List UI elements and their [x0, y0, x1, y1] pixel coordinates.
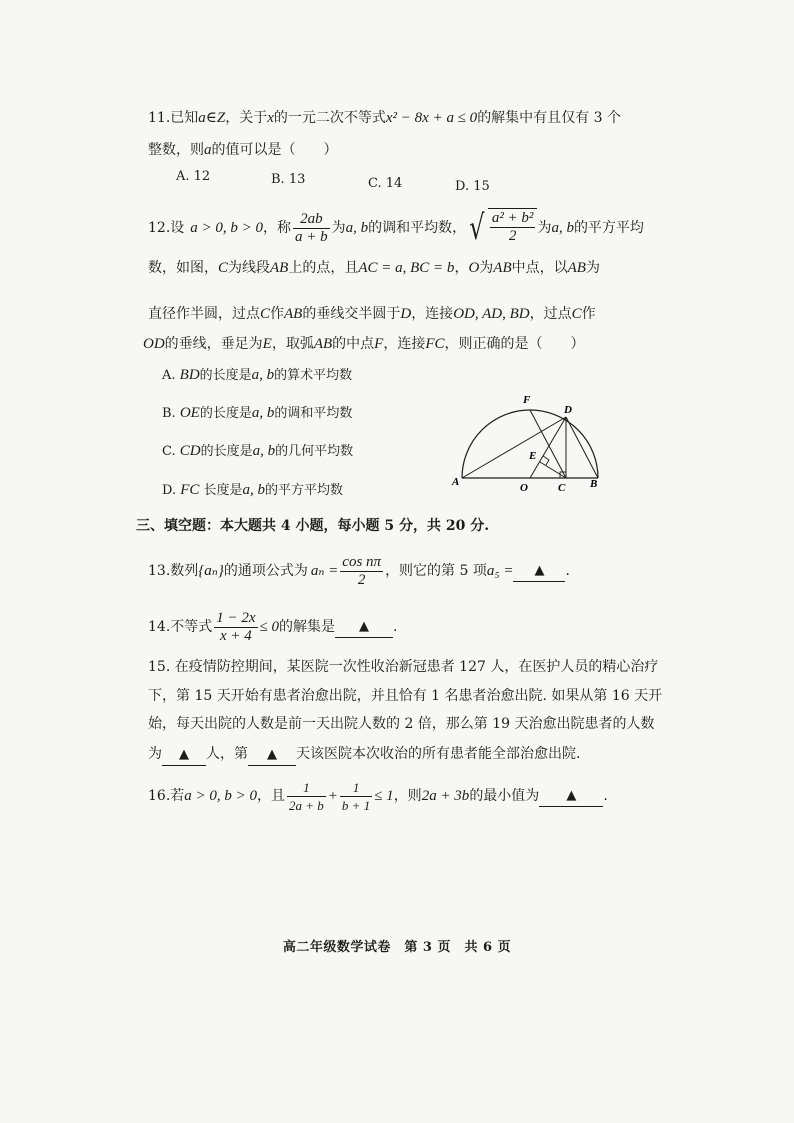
question-15-line2: 下，第 15 天开始有患者治愈出院，并且恰有 1 名患者治愈出院. 如果从第 16 天开: [148, 688, 663, 704]
fraction-denominator: x + 4: [220, 627, 252, 644]
question-11-line1: [148, 108, 621, 128]
text: ，连接: [411, 306, 454, 322]
answer-blank: ▲: [513, 561, 565, 582]
math: AB: [567, 260, 586, 276]
section-heading: 三、填空题：本大题共 4 小题，每小题 5 分，共 20 分.: [136, 518, 490, 534]
fraction-denominator: a + b: [295, 228, 328, 245]
math: C: [260, 306, 271, 322]
quadratic-mean-sqrt: [466, 208, 537, 248]
option-b: [162, 404, 352, 423]
math: OE: [179, 405, 200, 421]
math-inequality: x² − 8x + a ≤ 0: [385, 110, 478, 126]
text: 的解集中有且仅有 3 个: [477, 110, 621, 126]
text: 数列: [170, 563, 199, 579]
text: 数，如图，: [148, 260, 218, 276]
question-12-line4: [143, 334, 585, 354]
semicircle-arc: [462, 410, 598, 478]
text: 整数，则: [148, 142, 204, 158]
text: 的值可以是（ ）: [211, 142, 338, 158]
segment-bd: [566, 417, 598, 478]
inequality-fraction: [214, 610, 257, 645]
question-15-line3: 始，每天出院的人数是前一天出院人数的 2 倍，那么第 19 天治愈出院患者的人数: [148, 716, 655, 732]
text: 不等式: [170, 619, 213, 635]
text: 的中点: [332, 336, 375, 352]
text: 作: [270, 306, 285, 322]
math: AB: [284, 306, 303, 322]
math: E: [262, 336, 272, 352]
math: a, b: [251, 367, 275, 383]
text: ，称: [263, 220, 292, 236]
option-label: C.: [162, 444, 180, 459]
text: .: [565, 563, 570, 579]
option-label: B.: [162, 406, 180, 421]
question-number: 11.: [148, 110, 171, 126]
text: 的调和平均数，: [368, 220, 467, 236]
math: AB: [270, 260, 289, 276]
math: FC: [425, 336, 445, 352]
math: F: [374, 336, 384, 352]
question-number: 12.: [148, 220, 171, 236]
page-footer: 高二年级数学试卷 第 3 页 共 6 页: [282, 940, 512, 955]
math: CD: [179, 443, 201, 459]
fraction-numerator: 2ab: [293, 211, 330, 229]
math-sequence: {aₙ}: [198, 563, 224, 579]
math: FC: [180, 482, 200, 498]
math: OD, AD, BD: [453, 306, 530, 322]
option-c: [162, 442, 353, 461]
semicircle-figure: [440, 390, 610, 495]
answer-blank: ▲: [335, 617, 393, 638]
math: AB: [493, 260, 512, 276]
question-12-line1: [148, 205, 644, 251]
text: 的几何平均数: [275, 444, 354, 459]
question-number: 16.: [148, 788, 171, 804]
question-12-line2: [148, 258, 600, 278]
option-a: [162, 366, 352, 385]
text: 人，第: [206, 746, 248, 762]
math: a, b: [251, 405, 275, 421]
text: 的平方平均数: [265, 483, 344, 498]
text: ，取弧: [271, 336, 314, 352]
text: 天该医院本次收治的所有患者能全部治愈出院.: [296, 746, 581, 762]
right-angle-mark-e: [543, 456, 549, 465]
math-variable: a: [204, 142, 212, 158]
math: C: [571, 306, 582, 322]
fraction-denominator: b + 1: [341, 797, 371, 813]
math: O: [468, 260, 480, 276]
text: ，: [454, 260, 469, 276]
fraction-numerator: 1 − 2x: [216, 609, 256, 626]
math: AB: [313, 336, 333, 352]
text: ，过点: [529, 306, 572, 322]
math: +: [327, 788, 338, 804]
fraction-denominator: 2: [508, 228, 517, 244]
text: ，则: [393, 788, 422, 804]
fraction-numerator: cos nπ: [342, 553, 382, 570]
fraction-denominator: 2: [357, 571, 366, 588]
text: 的最小值为: [469, 788, 540, 804]
fraction-numerator: 1: [340, 779, 372, 797]
question-11-line2: [148, 140, 338, 160]
sqrt-sign: √: [469, 208, 485, 248]
text: 长度是: [199, 483, 243, 498]
text: 的长度是: [199, 368, 252, 383]
point-label-a: A: [452, 476, 460, 488]
math-condition: a > 0, b > 0: [184, 788, 258, 804]
answer-blank: ▲: [539, 786, 603, 807]
math: ≤ 0: [259, 619, 280, 635]
question-14: [148, 604, 397, 650]
question-number: 13.: [148, 563, 171, 579]
answer-blank: ▲: [248, 745, 296, 766]
question-13: [148, 548, 570, 594]
math: a, b: [252, 443, 276, 459]
math: C: [218, 260, 229, 276]
text: 的一元二次不等式: [273, 110, 386, 126]
harmonic-mean-fraction: [293, 211, 330, 246]
text: ，且: [257, 788, 286, 804]
text: 的通项公式为: [223, 563, 308, 579]
text: 上的点，且: [288, 260, 359, 276]
point-label-f: F: [523, 394, 531, 406]
question-12-line3: [148, 304, 596, 324]
answer-blank: ▲: [162, 745, 206, 766]
option-c: C. 14: [368, 176, 403, 191]
text: ，关于: [225, 110, 268, 126]
math: aₙ =: [310, 563, 339, 579]
math: a, b: [242, 482, 266, 498]
point-label-d: D: [564, 404, 572, 416]
fraction-denominator: 2a + b: [289, 797, 324, 813]
math-variable: a, b: [345, 220, 369, 236]
text: ，连接: [383, 336, 426, 352]
question-16: [148, 773, 608, 819]
text: 为线段: [228, 260, 271, 276]
text: 的长度是: [199, 406, 252, 421]
text: 直径作半圆，过点: [148, 306, 260, 322]
math-variable: a, b: [551, 220, 574, 236]
math: AC = a, BC = b: [358, 260, 455, 276]
text: 的垂线交半圆于: [302, 306, 401, 322]
text: 设: [170, 220, 185, 236]
text: .: [603, 788, 608, 804]
text: 的调和平均数: [274, 406, 353, 421]
text: 的平方平均: [573, 220, 644, 236]
option-label: D.: [162, 483, 181, 498]
point-label-b: B: [590, 478, 598, 490]
math: OD: [143, 336, 165, 352]
text: 为: [331, 220, 346, 236]
math-condition: a∈Z: [198, 110, 226, 126]
point-label-o: O: [520, 482, 528, 494]
text: 的垂线，垂足为: [164, 336, 263, 352]
math: ≤ 1: [374, 788, 394, 804]
option-d: D. 15: [455, 179, 490, 194]
text: 中点，以: [511, 260, 568, 276]
fraction-numerator: a² + b²: [491, 210, 534, 226]
math-variable: x: [267, 110, 274, 126]
text: 若: [170, 788, 185, 804]
option-d: [162, 481, 343, 500]
text: .: [393, 619, 398, 635]
text: ，则它的第 5 项: [385, 563, 487, 579]
text: 已知: [170, 110, 199, 126]
text: 的长度是: [200, 444, 253, 459]
option-b: B. 13: [271, 172, 306, 187]
option-label: A.: [162, 368, 180, 383]
quadratic-mean-fraction: [490, 210, 536, 245]
text: 作: [581, 306, 596, 322]
general-term-fraction: [340, 554, 383, 589]
option-a: A. 12: [176, 169, 211, 184]
text: 的解集是: [279, 619, 336, 635]
math: 2a + 3b: [421, 788, 470, 804]
question-number: 14.: [148, 619, 171, 635]
fraction-numerator: 1: [287, 779, 326, 797]
fraction-2: [340, 779, 372, 814]
text: 为: [148, 746, 162, 762]
text: 的算术平均数: [274, 368, 353, 383]
question-15-line1: 15. 在疫情防控期间，某医院一次性收治新冠患者 127 人，在医护人员的精心治疗: [148, 659, 659, 675]
text: 为: [585, 260, 600, 276]
fraction-1: [287, 779, 326, 814]
point-label-c: C: [558, 482, 566, 494]
text: ，则正确的是（ ）: [444, 336, 585, 352]
text: 为: [479, 260, 494, 276]
math: D: [400, 306, 412, 322]
math-condition: a > 0, b > 0: [190, 220, 264, 236]
math: BD: [179, 367, 200, 383]
question-15-line4: [148, 744, 580, 766]
point-label-e: E: [529, 450, 537, 462]
math: a₅ =: [486, 563, 514, 579]
text: 为: [537, 220, 552, 236]
